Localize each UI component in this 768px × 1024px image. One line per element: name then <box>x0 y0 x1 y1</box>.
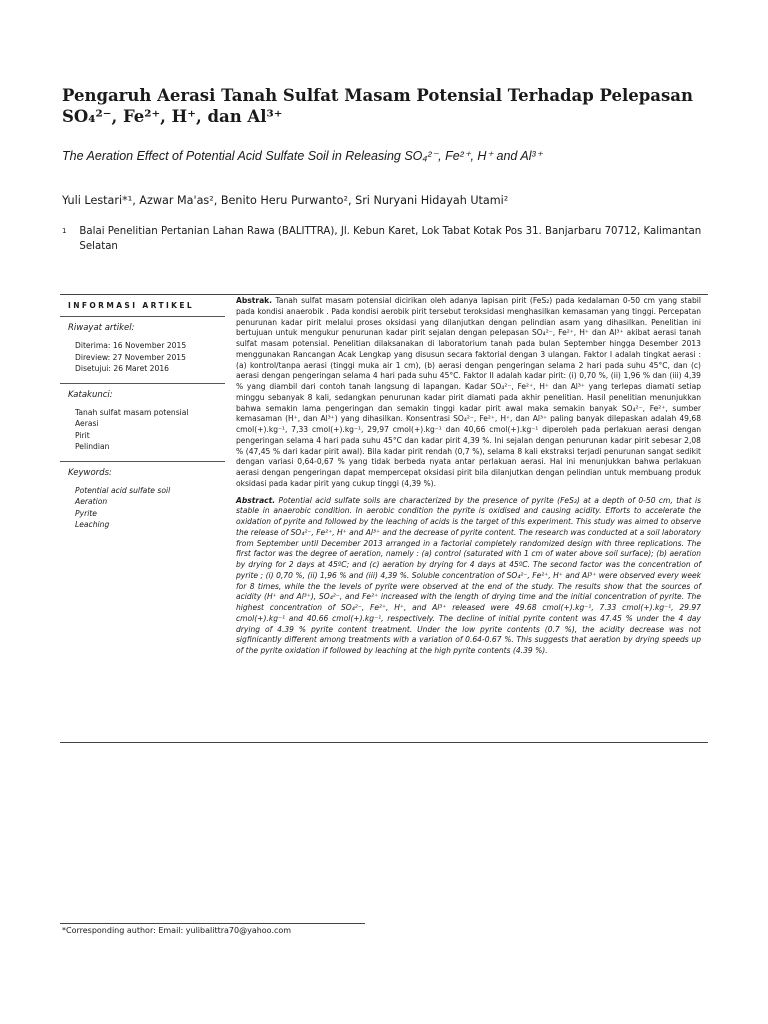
history-received: Diterima: 16 November 2015 <box>75 341 187 350</box>
footnote-rule <box>60 923 365 924</box>
affiliation <box>62 224 702 254</box>
abstract-text: Potential acid sulfate soils are characterized by the presence of pyrite (FeS₂) at a depth of 0-50 cm, that is stable in anaerobic condition. In aerobic condition the pyrite is oxidised and causing acidity. Efforts to accelerate the oxidation of pyrite and followed by the leaching of acids is the target of this experiment. This study was aimed to observe the release of SO₄²⁻, Fe²⁺, H⁺ and Al³⁺ and the decrease of pyrite content. The research was conducted at a soil laboratory from September until December 2013 arranged in a factorial completely randomized design with three replications. The first factor was the degree of aeration, namely : (a) control (saturated with 1 cm of water above soil surface); (b) aeration by drying for 2 days at 45ºC; and (c) aeration by drying for 4 days at 45ºC. The second factor was the concentration of pyrite ; (i) 0,70 %, (ii) 1,96 % and (iii) 4,39 %. Soluble concentration of SO₄²⁻, Fe²⁺, H⁺ and Al³⁺ were observed every week for 8 times, while the the levels of pyrite were observed at the end of the study. The results show that the sources of acidity (H⁺ and Al³⁺), SO₄²⁻, and Fe²⁺ increased with the length of drying time and the initial concentration of pyrite. The highest concentration of SO₄²⁻, Fe²⁺, H⁺, and Al³⁺ released were 49.68 cmol(+).kg⁻¹, 7.33 cmol(+).kg⁻¹, 29.97 cmol(+).kg⁻¹ and 40.66 cmol(+).kg⁻¹, respectively. The decline of initial pyrite content was 47.45 % under the 4 day drying of 4.39 % pyrite content treatment. Under the low pyrite contents (0.7 %), the acidity decrease was not sigfinicantly different among treatments with a variation of 0.64-0.67 %. This suggests that aeration by drying speeds up of the pyrite oxidation if followed by leaching at the high pyrite contents (4.39 %). <box>236 495 701 655</box>
katakunci-label: Katakunci: <box>68 389 113 400</box>
article-history <box>60 317 225 384</box>
abstract-column <box>236 296 701 657</box>
article-info-panel <box>60 294 225 539</box>
history-accepted: Disetujui: 26 Maret 2016 <box>75 364 170 373</box>
keyword-item: Pyrite <box>75 508 97 518</box>
affiliation-number: 1 <box>62 227 67 235</box>
abstrak-text: Tanah sulfat masam potensial dicirikan oleh adanya lapisan pirit (FeS₂) pada kedalaman 0-50 cm yang stabil pada kondisi anaerobik . Pada kondisi aerobik pirit tersebut teroksidasi menghasilkan kemasaman yang tinggi. Percepatan penurunan kadar pirit melalui proses oksidasi yang dilanjutkan dengan pelindian asam yang dihasilkan. Penelitian ini bertujuan untuk mengukur penurunan kadar pirit sejalan dengan pelepasan SO₄²⁻, Fe²⁺, H⁺ dan Al³⁺ akibat aerasi tanah sulfat masam potensial. Penelitian dilaksanakan di laboratorium tanah pada bulan September hingga Desember 2013 menggunakan Rancangan Acak Lengkap yang disusun secara faktorial dengan 3 ulangan. Faktor I adalah tingkat aerasi : (a) kontrol/tanpa aerasi (tinggi muka air 1 cm), (b) aerasi dengan pengeringan selama 2 hari pada suhu 45°C, dan (c) aerasi dengan pengeringan selama 4 hari pada suhu 45°C. Faktor II adalah kadar pirit: (i) 0,70 %, (ii) 1,96 % dan (iii) 4,39 % yang diambil dari contoh tanah langsung di lapangan. Kadar SO₄²⁻, Fe²⁺, H⁺ dan Al³⁺ yang terlepas diamati setiap minggu sebanyak 8 kali, sedangkan penurunan kadar pirit diamati pada akhir penelitian. Hasil penelitian menunjukkan bahwa semakin lama pengeringan dan semakin tinggi kadar pirit awal maka semakin banyak SO₄²⁻, Fe²⁺, sumber kemasaman (H⁺, dan Al³⁺) yang dihasilkan. Konsentrasi SO₄²⁻, Fe²⁺, H⁺, dan Al³⁺ paling banyak dilepaskan adalah 49,68 cmol(+).kg⁻¹, 7,33 cmol(+).kg⁻¹, 29,97 cmol(+).kg⁻¹ dan 40,66 cmol(+).kg⁻¹ diperoleh pada perlakuan aerasi dengan pengeringan selama 4 hari pada suhu 45°C dan kadar pirit 4,39 %. Ini sejalan dengan penurunan kadar pirit sebesar 2,08 % (47,45 % dari kadar pirit awal). Bila kadar pirit rendah (0,7 %), selama 8 kali ekstraksi terjadi penurunan sangat sedikit dengan variasi 0,64-0,67 % yang tidak berbeda nyata antar perlakuan aerasi. Hal ini menunjukkan bahwa perlakuan aerasi dengan pengeringan dapat mempercepat oksidasi pirit bila dilanjutkan dengan pelindian untuk membuang produk oksidasi pada kadar pirit yang cukup tinggi (4,39 %). <box>236 296 701 488</box>
abstrak-paragraph <box>236 296 701 490</box>
abstrak-label: Abstrak. <box>236 296 273 305</box>
keyword-item: Potential acid sulfate soil <box>75 485 171 495</box>
article-title: Pengaruh Aerasi Tanah Sulfat Masam Potensial Terhadap Pelepasan SO₄²⁻, Fe²⁺, H⁺, dan Al³⁺ <box>62 86 693 126</box>
keywords-block <box>60 462 225 539</box>
keywords-label: Keywords: <box>68 467 112 478</box>
article-info-heading: INFORMASI ARTIKEL <box>60 294 225 317</box>
keyword-item: Aeration <box>75 497 108 506</box>
article-subtitle: The Aeration Effect of Potential Acid Sulfate Soil in Releasing SO₄²⁻, Fe²⁺, H⁺ and Al³⁺ <box>62 149 543 163</box>
bottom-rule <box>60 742 708 743</box>
katakunci-item: Pirit <box>75 430 90 440</box>
keyword-item: Leaching <box>75 520 110 529</box>
katakunci-block <box>60 384 225 462</box>
author-list: Yuli Lestari*¹, Azwar Ma'as², Benito Heru Purwanto², Sri Nuryani Hidayah Utami² <box>62 194 509 207</box>
abstract-paragraph <box>236 496 701 657</box>
affiliation-text: Balai Penelitian Pertanian Lahan Rawa (BALITTRA), Jl. Kebun Karet, Lok Tabat Kotak Pos 31. Banjarbaru 70712, Kalimantan Selatan <box>79 226 702 252</box>
history-label: Riwayat artikel: <box>68 323 135 333</box>
katakunci-item: Tanah sulfat masam potensial <box>75 407 189 417</box>
abstract-label: Abstract. <box>236 495 276 505</box>
katakunci-item: Pelindian <box>75 442 110 451</box>
katakunci-item: Aerasi <box>75 419 99 428</box>
history-reviewed: Direview: 27 November 2015 <box>75 352 186 362</box>
corresponding-author-footnote: *Corresponding author: Email: yulibalittra70@yahoo.com <box>62 926 292 935</box>
